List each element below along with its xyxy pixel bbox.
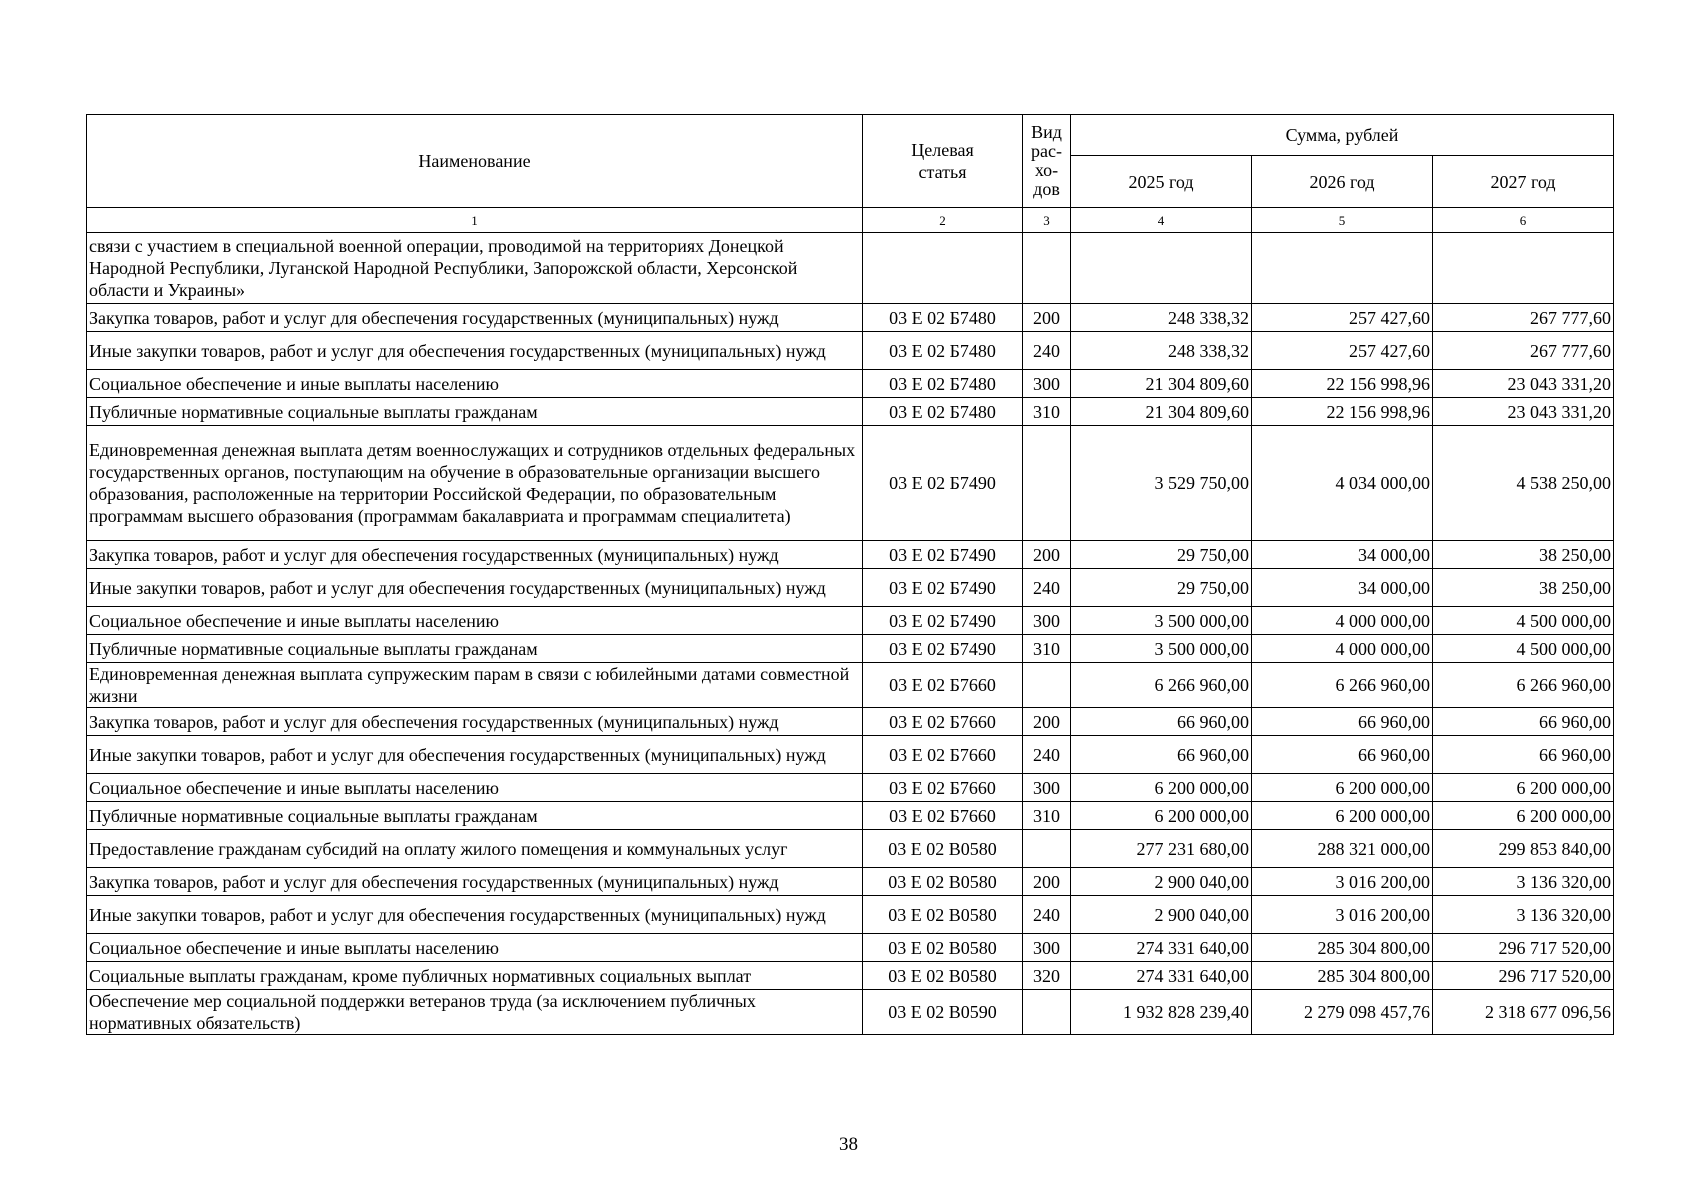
amount-2025-cell: 2 900 040,00 (1071, 868, 1252, 896)
expense-type-cell: 200 (1023, 541, 1071, 569)
table-row (87, 774, 1614, 802)
table-row (87, 233, 1614, 304)
table-row (87, 426, 1614, 541)
column-number: 5 (1252, 208, 1433, 233)
target-article-cell: 03 Е 02 Б7480 (863, 304, 1023, 332)
amount-2025-cell: 274 331 640,00 (1071, 962, 1252, 990)
target-article-cell: 03 Е 02 Б7480 (863, 370, 1023, 398)
row-name-cell: Закупка товаров, работ и услуг для обеспечения государственных (муниципальных) нужд (87, 708, 863, 736)
amount-2027-cell: 23 043 331,20 (1433, 370, 1614, 398)
expense-type-cell: 310 (1023, 398, 1071, 426)
amount-2026-cell: 257 427,60 (1252, 304, 1433, 332)
amount-2025-cell: 29 750,00 (1071, 541, 1252, 569)
target-article-cell: 03 Е 02 Б7660 (863, 802, 1023, 830)
target-article-cell: 03 Е 02 В0580 (863, 868, 1023, 896)
target-article-cell: 03 Е 02 В0580 (863, 830, 1023, 868)
amount-2026-cell: 66 960,00 (1252, 736, 1433, 774)
row-name-cell: Иные закупки товаров, работ и услуг для обеспечения государственных (муниципальных) нужд (87, 736, 863, 774)
row-name-cell: Единовременная денежная выплата детям военнослужащих и сотрудников отдельных федеральных государственных органов, поступающим на обучение в образовательные организации высшего образования, расположенные на территории Российской Федерации, по образовательным программам высшего образования (программам бакалавриата и программам специалитета) (87, 426, 863, 541)
expense-type-cell: 240 (1023, 736, 1071, 774)
expense-type-cell: 240 (1023, 896, 1071, 934)
amount-2025-cell: 29 750,00 (1071, 569, 1252, 607)
amount-2027-cell: 4 500 000,00 (1433, 607, 1614, 635)
amount-2027-cell: 6 200 000,00 (1433, 802, 1614, 830)
expense-type-cell: 240 (1023, 569, 1071, 607)
expense-type-cell (1023, 663, 1071, 708)
amount-2025-cell: 248 338,32 (1071, 332, 1252, 370)
column-number: 3 (1023, 208, 1071, 233)
target-article-cell (863, 233, 1023, 304)
table-row (87, 868, 1614, 896)
target-article-cell: 03 Е 02 Б7490 (863, 569, 1023, 607)
row-name-cell: Публичные нормативные социальные выплаты гражданам (87, 398, 863, 426)
amount-2027-cell: 296 717 520,00 (1433, 962, 1614, 990)
target-article-cell: 03 Е 02 В0590 (863, 990, 1023, 1035)
row-name-cell: Социальные выплаты гражданам, кроме публичных нормативных социальных выплат (87, 962, 863, 990)
expense-type-cell: 200 (1023, 868, 1071, 896)
budget-table (86, 114, 1614, 1035)
amount-2025-cell: 2 900 040,00 (1071, 896, 1252, 934)
amount-2027-cell: 3 136 320,00 (1433, 868, 1614, 896)
header-name: Наименование (87, 115, 863, 208)
target-article-cell: 03 Е 02 Б7660 (863, 774, 1023, 802)
amount-2026-cell: 66 960,00 (1252, 708, 1433, 736)
amount-2026-cell: 6 266 960,00 (1252, 663, 1433, 708)
table-row (87, 830, 1614, 868)
amount-2025-cell: 66 960,00 (1071, 736, 1252, 774)
amount-2025-cell: 277 231 680,00 (1071, 830, 1252, 868)
amount-2027-cell: 3 136 320,00 (1433, 896, 1614, 934)
target-article-cell: 03 Е 02 Б7660 (863, 708, 1023, 736)
amount-2026-cell: 3 016 200,00 (1252, 896, 1433, 934)
amount-2026-cell: 22 156 998,96 (1252, 370, 1433, 398)
row-name-cell: Социальное обеспечение и иные выплаты населению (87, 370, 863, 398)
amount-2026-cell: 285 304 800,00 (1252, 962, 1433, 990)
table-body (87, 233, 1614, 1035)
expense-type-cell: 300 (1023, 774, 1071, 802)
target-article-cell: 03 Е 02 Б7480 (863, 398, 1023, 426)
amount-2026-cell: 257 427,60 (1252, 332, 1433, 370)
column-number: 4 (1071, 208, 1252, 233)
row-name-cell: Социальное обеспечение и иные выплаты населению (87, 774, 863, 802)
amount-2027-cell: 2 318 677 096,56 (1433, 990, 1614, 1035)
amount-2026-cell: 288 321 000,00 (1252, 830, 1433, 868)
expense-type-cell: 240 (1023, 332, 1071, 370)
amount-2027-cell: 66 960,00 (1433, 736, 1614, 774)
expense-type-cell: 310 (1023, 802, 1071, 830)
amount-2027-cell: 38 250,00 (1433, 569, 1614, 607)
expense-type-cell: 300 (1023, 370, 1071, 398)
amount-2026-cell (1252, 233, 1433, 304)
table-row (87, 398, 1614, 426)
target-article-cell: 03 Е 02 Б7660 (863, 736, 1023, 774)
expense-type-cell (1023, 426, 1071, 541)
amount-2027-cell: 38 250,00 (1433, 541, 1614, 569)
amount-2025-cell: 21 304 809,60 (1071, 370, 1252, 398)
table-row (87, 934, 1614, 962)
target-article-cell: 03 Е 02 В0580 (863, 962, 1023, 990)
amount-2025-cell: 274 331 640,00 (1071, 934, 1252, 962)
amount-2026-cell: 285 304 800,00 (1252, 934, 1433, 962)
target-article-cell: 03 Е 02 Б7490 (863, 635, 1023, 663)
amount-2025-cell: 1 932 828 239,40 (1071, 990, 1252, 1035)
column-number-row (87, 208, 1614, 233)
target-article-cell: 03 Е 02 В0580 (863, 896, 1023, 934)
column-number: 1 (87, 208, 863, 233)
amount-2026-cell: 4 000 000,00 (1252, 607, 1433, 635)
expense-type-cell: 300 (1023, 934, 1071, 962)
column-number: 6 (1433, 208, 1614, 233)
column-number: 2 (863, 208, 1023, 233)
table-row (87, 569, 1614, 607)
amount-2027-cell: 267 777,60 (1433, 332, 1614, 370)
amount-2027-cell: 4 538 250,00 (1433, 426, 1614, 541)
row-name-cell: Публичные нормативные социальные выплаты гражданам (87, 635, 863, 663)
header-year-2025: 2025 год (1071, 156, 1252, 208)
amount-2027-cell: 6 266 960,00 (1433, 663, 1614, 708)
target-article-cell: 03 Е 02 Б7660 (863, 663, 1023, 708)
amount-2025-cell: 66 960,00 (1071, 708, 1252, 736)
header-target-article: Целевая статья (863, 115, 1023, 208)
amount-2026-cell: 6 200 000,00 (1252, 802, 1433, 830)
table-row (87, 896, 1614, 934)
amount-2027-cell: 296 717 520,00 (1433, 934, 1614, 962)
amount-2027-cell: 299 853 840,00 (1433, 830, 1614, 868)
amount-2025-cell: 248 338,32 (1071, 304, 1252, 332)
header-sum: Сумма, рублей (1071, 115, 1614, 156)
target-article-cell: 03 Е 02 Б7490 (863, 541, 1023, 569)
row-name-cell: Закупка товаров, работ и услуг для обеспечения государственных (муниципальных) нужд (87, 868, 863, 896)
amount-2027-cell: 6 200 000,00 (1433, 774, 1614, 802)
header-year-2026: 2026 год (1252, 156, 1433, 208)
expense-type-cell: 300 (1023, 607, 1071, 635)
amount-2025-cell: 6 200 000,00 (1071, 802, 1252, 830)
amount-2025-cell: 3 529 750,00 (1071, 426, 1252, 541)
table-row (87, 708, 1614, 736)
amount-2026-cell: 22 156 998,96 (1252, 398, 1433, 426)
amount-2027-cell: 4 500 000,00 (1433, 635, 1614, 663)
expense-type-cell: 310 (1023, 635, 1071, 663)
expense-type-cell (1023, 233, 1071, 304)
amount-2026-cell: 34 000,00 (1252, 569, 1433, 607)
expense-type-cell: 320 (1023, 962, 1071, 990)
expense-type-cell (1023, 830, 1071, 868)
table-header (87, 115, 1614, 233)
amount-2026-cell: 2 279 098 457,76 (1252, 990, 1433, 1035)
row-name-cell: Закупка товаров, работ и услуг для обеспечения государственных (муниципальных) нужд (87, 304, 863, 332)
row-name-cell: связи с участием в специальной военной операции, проводимой на территориях Донецкой Народной Республики, Луганской Народной Республики, Запорожской области, Херсонской области и Украины» (87, 233, 863, 304)
row-name-cell: Иные закупки товаров, работ и услуг для обеспечения государственных (муниципальных) нужд (87, 896, 863, 934)
amount-2027-cell: 23 043 331,20 (1433, 398, 1614, 426)
page-number: 38 (839, 1134, 858, 1155)
table-row (87, 332, 1614, 370)
table-row (87, 962, 1614, 990)
header-expense-type: Вид рас- хо- дов (1023, 115, 1071, 208)
row-name-cell: Публичные нормативные социальные выплаты гражданам (87, 802, 863, 830)
table-row (87, 607, 1614, 635)
row-name-cell: Социальное обеспечение и иные выплаты населению (87, 934, 863, 962)
row-name-cell: Иные закупки товаров, работ и услуг для обеспечения государственных (муниципальных) нужд (87, 332, 863, 370)
table-row (87, 990, 1614, 1035)
row-name-cell: Иные закупки товаров, работ и услуг для обеспечения государственных (муниципальных) нужд (87, 569, 863, 607)
row-name-cell: Единовременная денежная выплата супружеским парам в связи с юбилейными датами совместной жизни (87, 663, 863, 708)
target-article-cell: 03 Е 02 Б7480 (863, 332, 1023, 370)
amount-2026-cell: 4 034 000,00 (1252, 426, 1433, 541)
amount-2026-cell: 3 016 200,00 (1252, 868, 1433, 896)
table-row (87, 663, 1614, 708)
target-article-cell: 03 Е 02 Б7490 (863, 426, 1023, 541)
amount-2026-cell: 4 000 000,00 (1252, 635, 1433, 663)
table-row (87, 736, 1614, 774)
expense-type-cell (1023, 990, 1071, 1035)
table-row (87, 802, 1614, 830)
amount-2025-cell: 6 266 960,00 (1071, 663, 1252, 708)
row-name-cell: Обеспечение мер социальной поддержки ветеранов труда (за исключением публичных нормативных обязательств) (87, 990, 863, 1035)
amount-2027-cell (1433, 233, 1614, 304)
target-article-cell: 03 Е 02 В0580 (863, 934, 1023, 962)
amount-2025-cell (1071, 233, 1252, 304)
header-year-2027: 2027 год (1433, 156, 1614, 208)
target-article-cell: 03 Е 02 Б7490 (863, 607, 1023, 635)
amount-2026-cell: 34 000,00 (1252, 541, 1433, 569)
table-row (87, 304, 1614, 332)
row-name-cell: Закупка товаров, работ и услуг для обеспечения государственных (муниципальных) нужд (87, 541, 863, 569)
amount-2026-cell: 6 200 000,00 (1252, 774, 1433, 802)
amount-2027-cell: 66 960,00 (1433, 708, 1614, 736)
amount-2025-cell: 3 500 000,00 (1071, 635, 1252, 663)
expense-type-cell: 200 (1023, 304, 1071, 332)
row-name-cell: Предоставление гражданам субсидий на оплату жилого помещения и коммунальных услуг (87, 830, 863, 868)
amount-2025-cell: 21 304 809,60 (1071, 398, 1252, 426)
table-row (87, 541, 1614, 569)
table-row (87, 370, 1614, 398)
table-row (87, 635, 1614, 663)
amount-2025-cell: 3 500 000,00 (1071, 607, 1252, 635)
amount-2027-cell: 267 777,60 (1433, 304, 1614, 332)
row-name-cell: Социальное обеспечение и иные выплаты населению (87, 607, 863, 635)
amount-2025-cell: 6 200 000,00 (1071, 774, 1252, 802)
expense-type-cell: 200 (1023, 708, 1071, 736)
